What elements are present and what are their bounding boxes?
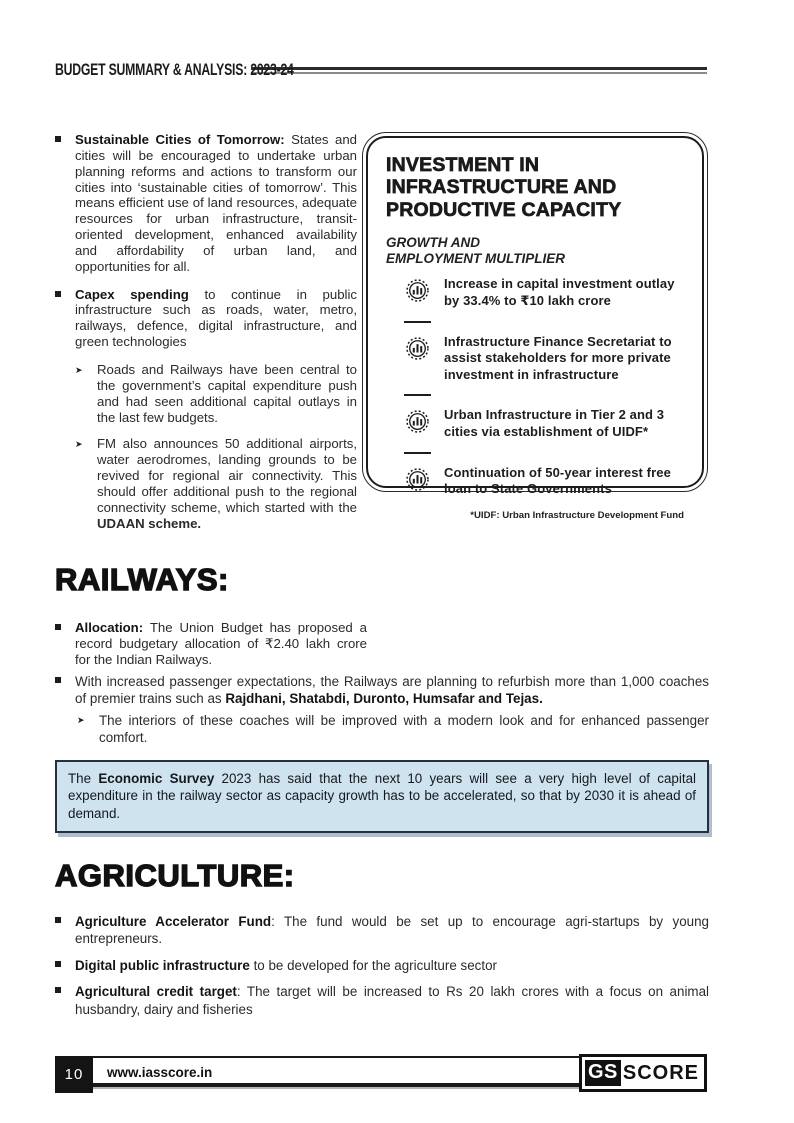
bullet-lead: Allocation: [75, 620, 144, 635]
bullet-body: to be developed for the agriculture sector [249, 957, 497, 973]
square-bullet-icon [55, 132, 75, 275]
bullet-lead: Capex spending [75, 286, 189, 302]
infographic-box-inner [366, 136, 704, 521]
bullet-body: to continue in public infrastructure such as roads, water, metro, railways, defence, digital infrastructure, and green technologies [75, 286, 358, 350]
gsscore-logo [579, 1054, 707, 1092]
subbullet-text: Roads and Railways have been central to the government’s capital expenditure push and had seen additional capital outlays in the last few budgets. [97, 361, 357, 425]
infrastructure-gear-icon [404, 335, 431, 362]
square-bullet-icon [55, 957, 75, 974]
page-footer [55, 1056, 707, 1087]
bullet-accelerator-fund [55, 913, 709, 948]
website-url: www.iasscore.in [107, 1065, 213, 1080]
subtitle-line2: EMPLOYMENT MULTIPLIER [386, 250, 565, 266]
logo-gs-block: GS [585, 1060, 621, 1086]
info-item-interest-free-loan [404, 465, 684, 498]
page-header [55, 60, 707, 80]
sub-row [77, 712, 709, 747]
railways-heading: RAILWAYS: [55, 562, 229, 597]
bullet-railways-allocation [55, 620, 367, 680]
bullet-body: : The fund would be set up to encourage agri-startups by young entrepreneurs. [75, 914, 709, 947]
square-bullet-icon [55, 620, 75, 668]
bullet-row [55, 673, 709, 708]
info-item-text: Continuation of 50-year interest free loan to State Governments [444, 464, 671, 497]
bullet-text [75, 983, 709, 1018]
agriculture-heading: AGRICULTURE: [55, 858, 295, 893]
bullet-credit-target [55, 983, 709, 1018]
subbullet-text: The interiors of these coaches will be improved with a modern look and for enhanced passenger comfort. [99, 713, 709, 746]
bullet-digital-infrastructure [55, 957, 709, 974]
item-separator [404, 321, 431, 323]
note-rest: 2023 has said that the next 10 years will see a very high level of capital expenditure in the railway sector as capacity growth has to be accelerated, so that by 2030 it is ahead of demand. [68, 771, 696, 821]
bullet-text [75, 620, 367, 668]
header-rule [251, 67, 707, 74]
info-item-capital-outlay [404, 276, 684, 309]
infographic-items [386, 276, 684, 498]
subbullet-body: FM also announces 50 additional airports, water aerodromes, landing grounds to be revived for regional air connectivity. This should offer additional push to the regional connectivity scheme, which started with the [97, 436, 357, 515]
info-item-text: Increase in capital investment outlay by 33.4% to ₹10 lakh crore [444, 276, 675, 308]
arrow-bullet-icon: ➤ [75, 364, 83, 375]
agriculture-bullets [55, 913, 709, 1027]
left-column [55, 132, 357, 542]
logo-score-text: SCORE [622, 1061, 699, 1084]
bullet-lead: Agricultural credit target [75, 984, 237, 1000]
subtitle-line1: GROWTH AND [386, 235, 480, 251]
bullet-text [75, 673, 709, 708]
highlight-text [68, 770, 696, 822]
bullet-body: With increased passenger expectations, the Railways are planning to refurbish more than 1,000 coaches of premier trains such as [75, 674, 709, 707]
square-bullet-icon [55, 287, 75, 350]
infographic-title: INVESTMENT IN INFRASTRUCTURE AND PRODUCTIVE CAPACITY [386, 154, 622, 221]
arrow-bullet-icon: ➤ [77, 715, 85, 725]
bullet-body: : The target will be increased to Rs 20 lakh crores with a focus on animal husbandry, dairy and fisheries [75, 984, 710, 1017]
header-title: BUDGET SUMMARY & ANALYSIS: 2023-24 [55, 60, 294, 79]
bullet-sustainable-cities [55, 132, 357, 275]
note-pre: The [68, 771, 99, 786]
bullet-body: States and cities will be encouraged to undertake urban planning reforms and actions to transform our cities into ‘sustainable cities of tomorrow’. This means efficient use of land resources, adequate resources for urban infrastructure, transit-oriented development, enhanced availability and affordability of urban land, and opportunities for all. [75, 132, 357, 274]
subbullet-roads-railways [75, 362, 357, 425]
item-separator [404, 452, 431, 454]
bullet-body: The Union Budget has proposed a record budgetary allocation of ₹2.40 lakh crore for the Indian Railways. [75, 620, 367, 667]
note-bold: Economic Survey [98, 771, 215, 786]
infrastructure-gear-icon [404, 466, 431, 493]
infrastructure-gear-icon [404, 408, 431, 435]
subbullet-bold: UDAAN scheme. [97, 515, 202, 531]
item-separator [404, 394, 431, 396]
bullet-lead: Agriculture Accelerator Fund [75, 914, 272, 929]
page-number-badge: 10 [55, 1056, 93, 1093]
bullet-text [75, 957, 709, 974]
bullet-bold: Rajdhani, Shatabdi, Duronto, Humsafar and Tejas. [225, 691, 543, 707]
infographic-footnote: *UIDF: Urban Infrastructure Development Fund [470, 509, 684, 521]
infographic-box [362, 132, 708, 521]
subbullet-airports [75, 436, 357, 531]
header-title-wrap [55, 60, 294, 80]
bullet-row [55, 620, 367, 668]
bullet-text [75, 913, 709, 948]
subbullet-text [97, 436, 357, 531]
infographic-subtitle [386, 235, 684, 266]
bullet-text [75, 132, 357, 275]
square-bullet-icon [55, 913, 75, 948]
square-bullet-icon [55, 983, 75, 1018]
info-item-text: Infrastructure Finance Secretariat to assist stakeholders for more private investment in infrastructure [444, 333, 672, 382]
bullet-capex-spending [55, 287, 357, 350]
info-item-text: Urban Infrastructure in Tier 2 and 3 cities via establishment of UIDF* [444, 407, 665, 440]
info-item-uidf [404, 407, 684, 440]
infrastructure-gear-icon [404, 277, 431, 304]
arrow-bullet-icon: ➤ [75, 439, 83, 450]
bullet-lead: Sustainable Cities of Tomorrow: [75, 132, 285, 147]
info-item-finance-secretariat [404, 334, 684, 384]
bullet-lead: Digital public infrastructure [75, 957, 250, 973]
subbullet-railways-interiors [77, 712, 709, 758]
square-bullet-icon [55, 673, 75, 708]
bullet-text [75, 287, 357, 350]
economic-survey-highlight-box [55, 760, 709, 833]
